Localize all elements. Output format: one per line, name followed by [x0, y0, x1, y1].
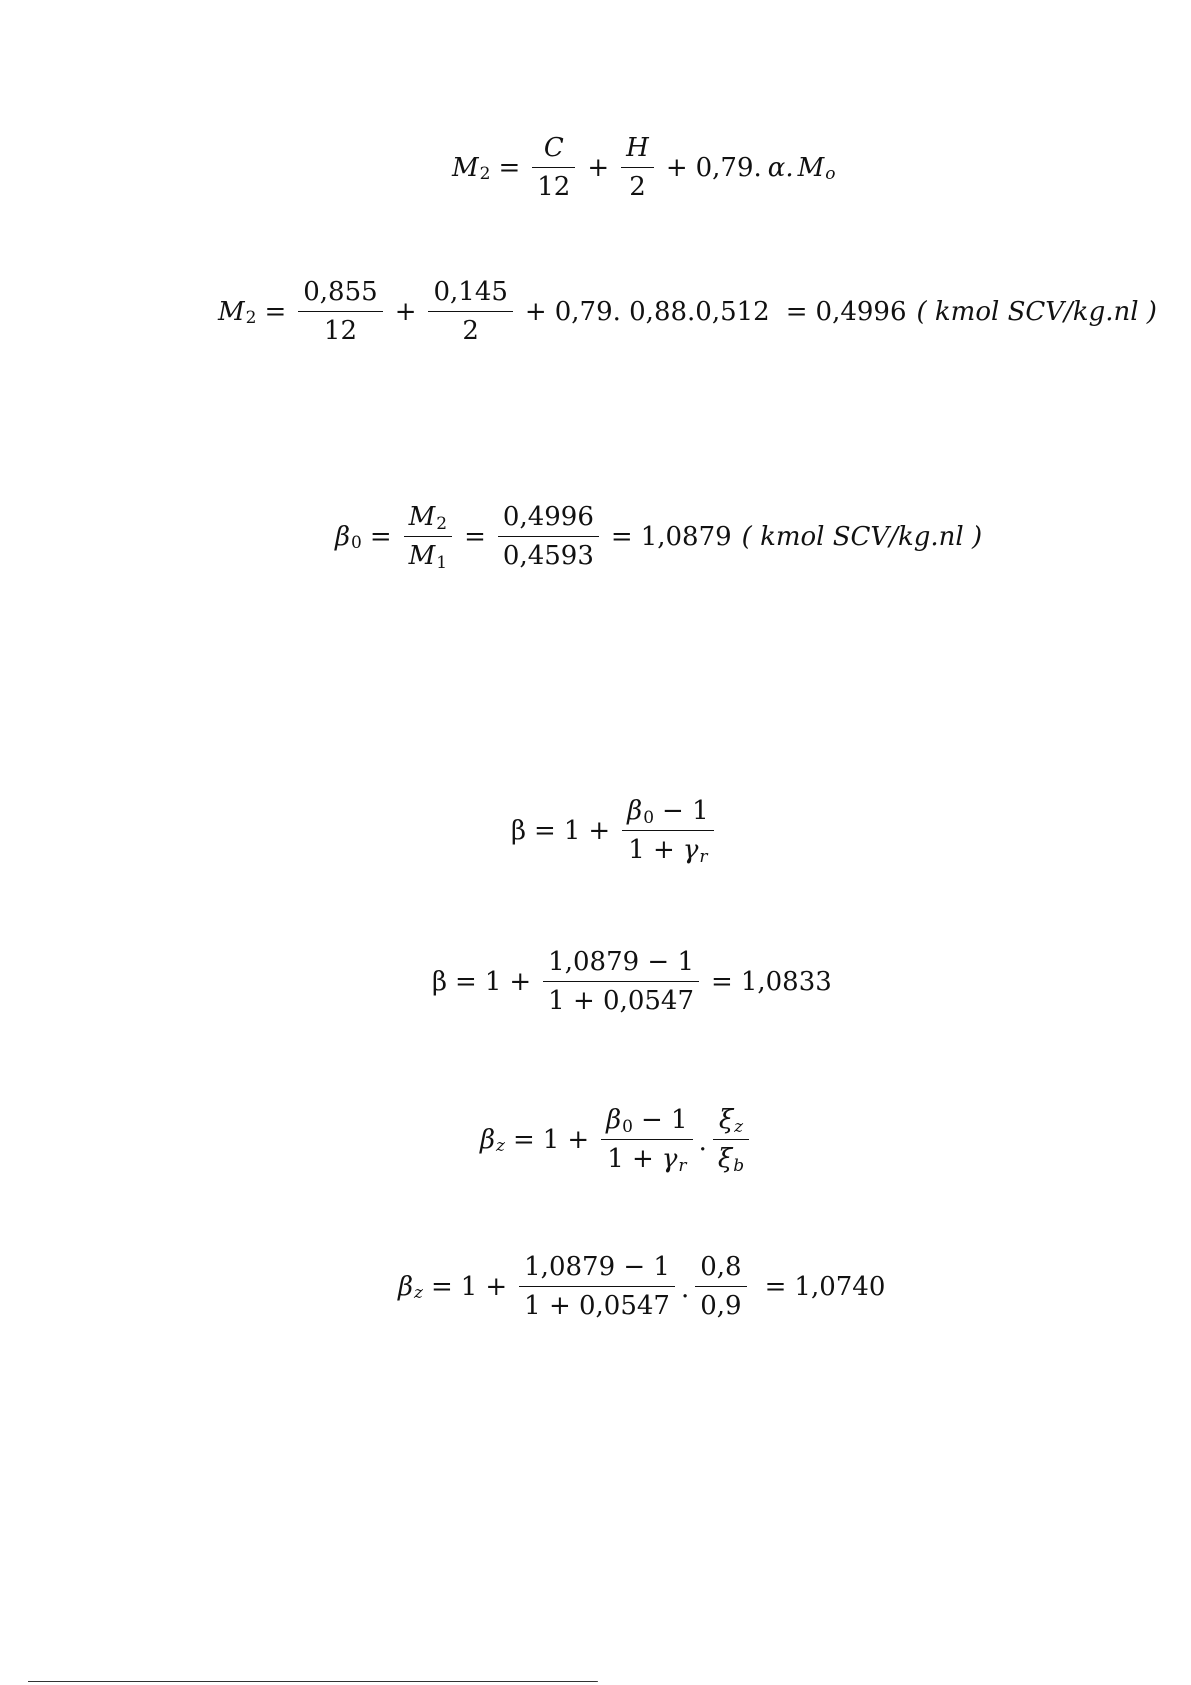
equals-sign: =	[764, 1271, 787, 1302]
constant: 0,79.	[695, 152, 762, 183]
plus-sign: +	[485, 1271, 508, 1302]
symbol-beta: β	[335, 521, 351, 552]
fraction	[695, 1254, 746, 1319]
denominator: 12	[537, 172, 571, 202]
subscript: 0	[351, 533, 362, 553]
denominator: 2	[629, 172, 646, 202]
unit-label: ( kmol SCV/kg.nl )	[916, 296, 1157, 327]
fraction	[298, 279, 382, 344]
equals-sign: =	[431, 1271, 453, 1302]
plus-sign: +	[509, 966, 532, 997]
numerator	[622, 798, 713, 830]
numerator: 0,855	[303, 277, 378, 307]
symbol-beta: β	[606, 1105, 622, 1135]
plus-sign: +	[394, 296, 417, 327]
denominator	[713, 1140, 749, 1176]
subscript: z	[734, 1116, 744, 1137]
equals-sign: =	[534, 815, 556, 846]
equation-m2-numeric	[218, 279, 1157, 344]
subscript: z	[414, 1283, 423, 1303]
denominator: 1 + 0,0547	[548, 986, 695, 1016]
unit-label: ( kmol SCV/kg.nl )	[741, 521, 983, 552]
result-value: 1,0879	[640, 521, 732, 552]
symbol-beta: β	[627, 796, 643, 826]
subscript: b	[733, 1155, 745, 1176]
result-value: 0,4996	[815, 296, 907, 327]
subscript: 1	[436, 552, 448, 573]
plus-sign: +	[588, 815, 611, 846]
multiply-dot: ·	[698, 1134, 707, 1165]
symbol-gamma: γ	[661, 1144, 678, 1174]
symbol-gamma: γ	[682, 835, 699, 865]
fraction	[519, 1254, 675, 1319]
subscript: r	[699, 846, 708, 867]
numerator: 0,145	[433, 277, 508, 307]
numerator	[714, 1107, 748, 1139]
minus-one: − 1	[641, 1105, 688, 1135]
fraction-h-over-2	[621, 135, 654, 200]
numerator	[601, 1107, 692, 1139]
one: 1	[460, 1271, 478, 1302]
subscript: 0	[622, 1116, 633, 1137]
equation-m2-formula	[452, 135, 835, 200]
subscript: z	[496, 1136, 505, 1156]
denominator	[404, 537, 452, 573]
numerator: 0,4996	[502, 502, 594, 532]
equals-sign: =	[711, 966, 733, 997]
subscript: o	[825, 164, 836, 184]
symbol-xi: ξ	[717, 1144, 733, 1174]
numerator: H	[626, 133, 649, 163]
subscript: 2	[245, 308, 257, 328]
symbol-m: M	[218, 296, 245, 327]
equals-sign: =	[264, 296, 287, 327]
symbol-m: M	[408, 502, 436, 532]
denominator	[602, 1140, 691, 1176]
multiply-dot: ·	[680, 1281, 690, 1312]
plus-sign: +	[567, 1124, 590, 1155]
denominator	[623, 831, 712, 867]
equals-sign: =	[498, 152, 521, 183]
fraction-m2-over-m1	[404, 502, 452, 573]
footnote-mark: .	[596, 1675, 599, 1684]
denominator: 1 + 0,0547	[524, 1291, 670, 1321]
symbol-xi: ξ	[718, 1105, 734, 1135]
numerator: C	[543, 133, 564, 163]
one-plus: 1 +	[628, 835, 675, 865]
denominator: 2	[462, 316, 479, 346]
denominator: 0,4593	[502, 541, 594, 571]
symbol-beta: β	[398, 1271, 414, 1302]
subscript: 2	[436, 513, 448, 534]
equals-sign: =	[455, 966, 477, 997]
fraction	[498, 504, 599, 569]
symbol-m: M	[797, 152, 825, 183]
denominator: 0,9	[700, 1291, 742, 1321]
equals-sign: =	[610, 521, 633, 552]
minus-one: − 1	[662, 796, 709, 826]
footnote-separator	[28, 1681, 598, 1682]
plus-sign: +	[524, 296, 547, 327]
fraction	[543, 949, 699, 1014]
symbol-m: M	[408, 541, 436, 571]
one: 1	[563, 815, 581, 846]
subscript: 2	[479, 164, 491, 184]
one-plus: 1 +	[607, 1144, 654, 1174]
denominator: 12	[323, 316, 358, 346]
subscript: r	[678, 1155, 687, 1176]
equation-betaz-formula	[480, 1105, 753, 1176]
result-value: 1,0740	[794, 1271, 886, 1302]
plus-sign: +	[665, 152, 688, 183]
equation-beta-numeric	[432, 949, 832, 1014]
symbol-beta: β	[432, 966, 448, 997]
product-terms: 0,79. 0,88.0,512	[554, 296, 770, 327]
subscript: 0	[643, 807, 655, 828]
equation-betaz-numeric	[398, 1254, 885, 1319]
equals-sign: =	[513, 1124, 535, 1155]
numerator: 0,8	[700, 1252, 742, 1282]
fraction-xi	[713, 1105, 749, 1176]
numerator: 1,0879 − 1	[524, 1252, 670, 1282]
symbol-alpha: α.	[767, 152, 794, 183]
result-value: 1,0833	[740, 966, 832, 997]
symbol-m: M	[452, 152, 479, 183]
fraction	[428, 279, 512, 344]
equation-beta0	[335, 502, 983, 573]
numerator	[404, 504, 452, 536]
fraction	[601, 1105, 692, 1176]
equals-sign: =	[464, 521, 486, 552]
fraction	[622, 796, 713, 867]
fraction-c-over-12	[532, 135, 575, 200]
numerator: 1,0879 − 1	[548, 947, 695, 977]
plus-sign: +	[587, 152, 610, 183]
symbol-beta: β	[511, 815, 527, 846]
one: 1	[484, 966, 502, 997]
symbol-beta: β	[480, 1124, 496, 1155]
equation-beta-formula	[511, 796, 718, 867]
equals-sign: =	[785, 296, 808, 327]
one: 1	[542, 1124, 560, 1155]
equals-sign: =	[369, 521, 392, 552]
